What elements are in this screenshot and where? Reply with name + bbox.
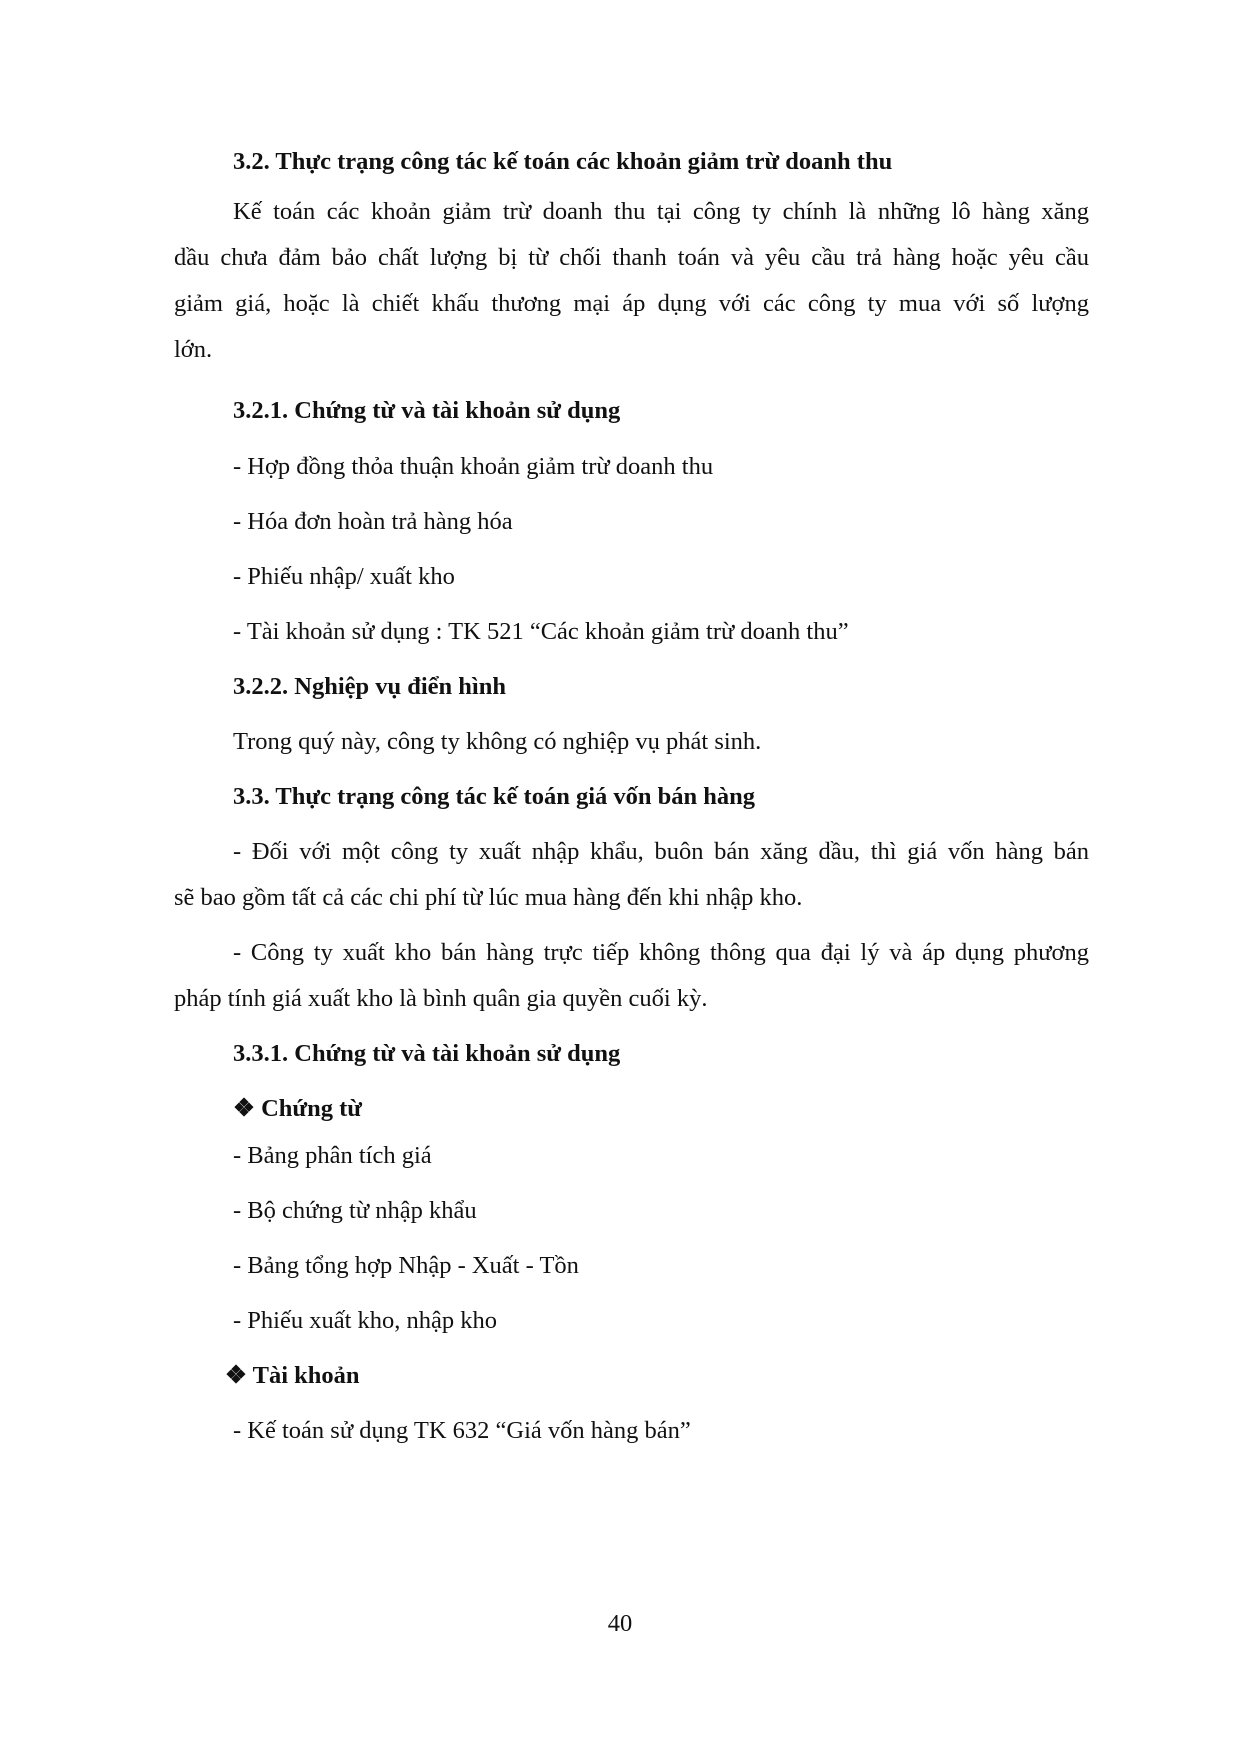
heading-3-3: 3.3. Thực trạng công tác kế toán giá vốn bán hàng [233, 783, 756, 810]
paragraph-line: sẽ bao gồm tất cả các chi phí từ lúc mua hàng đến khi nhập kho. [174, 884, 803, 911]
diamond-bullet-icon: ❖ [233, 1095, 255, 1122]
list-item: - Bảng tổng hợp Nhập - Xuất - Tồn [233, 1252, 579, 1279]
paragraph-line: lớn. [174, 336, 213, 363]
list-item: - Hóa đơn hoàn trả hàng hóa [233, 508, 513, 535]
paragraph-line: Kế toán các khoản giảm trừ doanh thu tại công ty chính là những lô hàng xăng [233, 198, 1089, 225]
paragraph-line: - Công ty xuất kho bán hàng trực tiếp không thông qua đại lý và áp dụng phương [233, 939, 1089, 966]
paragraph-line: Trong quý này, công ty không có nghiệp vụ phát sinh. [233, 728, 762, 755]
diamond-bullet-icon: ❖ [225, 1362, 247, 1389]
paragraph-line: - Đối với một công ty xuất nhập khẩu, buôn bán xăng dầu, thì giá vốn hàng bán [233, 838, 1089, 865]
heading-3-2-2: 3.2.2. Nghiệp vụ điển hình [233, 673, 506, 700]
paragraph-line: pháp tính giá xuất kho là bình quân gia quyền cuối kỳ. [174, 985, 708, 1012]
paragraph-line: giảm giá, hoặc là chiết khấu thương mại áp dụng với các công ty mua với số lượng [174, 290, 1089, 317]
list-item: - Phiếu xuất kho, nhập kho [233, 1307, 498, 1334]
list-item: - Tài khoản sử dụng : TK 521 “Các khoản giảm trừ doanh thu” [233, 618, 849, 645]
subheading-label: Tài khoản [252, 1362, 360, 1389]
list-item: - Bộ chứng từ nhập khẩu [233, 1197, 477, 1224]
paragraph-line: dầu chưa đảm bảo chất lượng bị từ chối thanh toán và yêu cầu trả hàng hoặc yêu cầu [174, 244, 1089, 271]
list-item: - Bảng phân tích giá [233, 1142, 432, 1169]
page-number: 40 [607, 1610, 633, 1637]
heading-3-3-1: 3.3.1. Chứng từ và tài khoản sử dụng [233, 1040, 621, 1067]
list-item: - Hợp đồng thỏa thuận khoản giảm trừ doanh thu [233, 453, 714, 480]
subheading-chung-tu [233, 1093, 362, 1125]
list-item: - Phiếu nhập/ xuất kho [233, 563, 455, 590]
subheading-tai-khoan [225, 1360, 360, 1392]
list-item: - Kế toán sử dụng TK 632 “Giá vốn hàng bán” [233, 1417, 691, 1444]
heading-3-2-1: 3.2.1. Chứng từ và tài khoản sử dụng [233, 397, 621, 424]
heading-3-2: 3.2. Thực trạng công tác kế toán các khoản giảm trừ doanh thu [233, 148, 893, 175]
subheading-label: Chứng từ [261, 1095, 362, 1122]
